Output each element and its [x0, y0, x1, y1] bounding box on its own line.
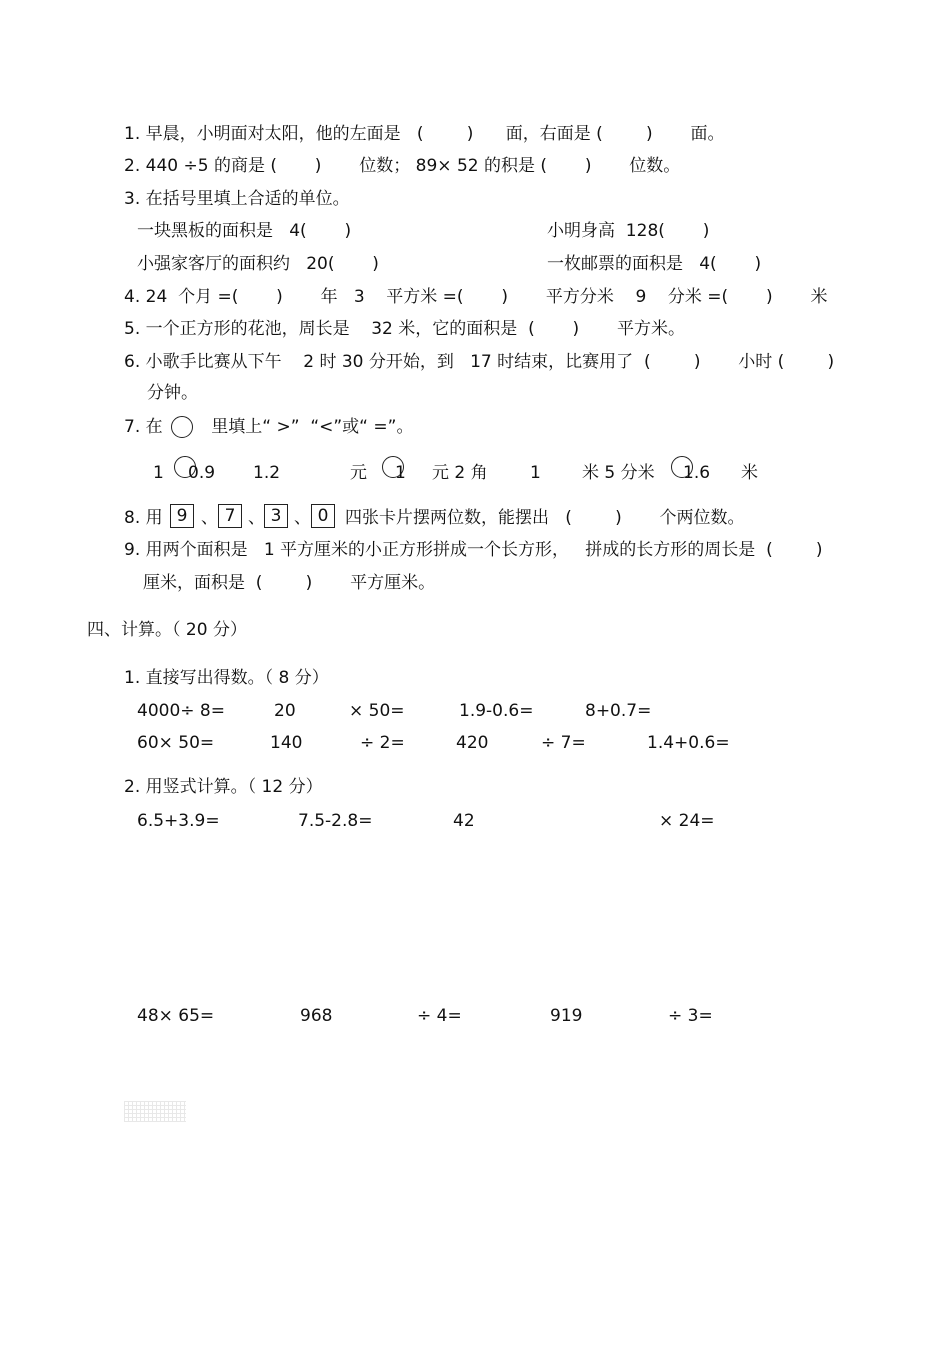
question-3-title: 3. 在括号里填上合适的单位。 [124, 189, 350, 209]
question-5: 5. 一个正方形的花池，周长是 32 米，它的面积是 ( ) 平方米。 [124, 319, 685, 339]
q7-item: 米 5 分米 [582, 463, 655, 483]
card-separator: 、 [201, 508, 218, 528]
calc-1-cell: 1.9-0.6= [459, 701, 534, 721]
q7-item: 元 [350, 463, 367, 483]
question-6-line-1: 6. 小歌手比赛从下午 2 时 30 分开始，到 17 时结束，比赛用了 ( ) 小时 ( ) [124, 352, 835, 372]
question-8-suffix: 四张卡片摆两位数，能摆出 ( ) 个两位数。 [345, 508, 745, 528]
question-3-item-d: 一枚邮票的面积是 4( ) [547, 254, 762, 274]
calc-2-title: 2. 用竖式计算。（ 12 分） [124, 777, 323, 797]
question-3-item-b: 小明身高 128( ) [547, 221, 710, 241]
section-4-title: 四、计算。（ 20 分） [87, 620, 247, 640]
digit-card: 7 [218, 504, 242, 528]
calc-1-cell: 1.4+0.6= [647, 733, 730, 753]
compare-circle-example [171, 416, 193, 438]
q7-item: 1.6 [683, 463, 711, 483]
question-9-line-1: 9. 用两个面积是 1 平方厘米的小正方形拼成一个长方形， 拼成的长方形的周长是 ( ) [124, 540, 823, 560]
card-separator: 、 [248, 508, 265, 528]
faint-grid-mark [124, 1101, 186, 1122]
calc-2-cell: 48× 65= [137, 1006, 215, 1026]
question-3-item-a: 一块黑板的面积是 4( ) [137, 221, 352, 241]
calc-2-cell: 919 [550, 1006, 583, 1026]
calc-2-cell: ÷ 3= [668, 1006, 713, 1026]
calc-2-cell: ÷ 4= [417, 1006, 462, 1026]
calc-1-cell: 420 [456, 733, 489, 753]
digit-card: 9 [170, 504, 194, 528]
question-6-line-2: 分钟。 [147, 383, 198, 403]
calc-1-cell: 8+0.7= [585, 701, 652, 721]
q7-item: 1 [153, 463, 164, 483]
digit-card: 0 [311, 504, 335, 528]
digit-card: 3 [264, 504, 288, 528]
q7-item: 元 2 角 [432, 463, 488, 483]
calc-1-cell: 140 [270, 733, 303, 753]
calc-2-cell: 968 [300, 1006, 333, 1026]
calc-1-cell: 4000÷ 8= [137, 701, 225, 721]
calc-1-cell: 20 [274, 701, 296, 721]
question-7-title: 7. 在 里填上“ >” “<”或“ =”。 [124, 417, 414, 437]
question-8-prefix: 8. 用 [124, 508, 163, 528]
q7-item: 1 [395, 463, 406, 483]
calc-2-cell: × 24= [659, 811, 715, 831]
calc-2-cell: 7.5-2.8= [298, 811, 373, 831]
question-9-line-2: 厘米，面积是 ( ) 平方厘米。 [143, 573, 436, 593]
card-separator: 、 [294, 508, 311, 528]
question-3-item-c: 小强家客厅的面积约 20( ) [137, 254, 379, 274]
q7-item: 米 [741, 463, 758, 483]
calc-1-cell: ÷ 7= [541, 733, 586, 753]
calc-2-cell: 42 [453, 811, 475, 831]
q7-item: 1 [530, 463, 541, 483]
calc-1-cell: × 50= [349, 701, 405, 721]
calc-1-title: 1. 直接写出得数。（ 8 分） [124, 668, 329, 688]
q7-item: 0.9 [188, 463, 216, 483]
calc-2-cell: 6.5+3.9= [137, 811, 220, 831]
question-2: 2. 440 ÷5 的商是 ( ) 位数； 89× 52 的积是 ( ) 位数。 [124, 156, 681, 176]
question-4: 4. 24 个月 =( ) 年 3 平方米 =( ) 平方分米 9 分米 =( ) 米 [124, 287, 828, 307]
calc-1-cell: 60× 50= [137, 733, 215, 753]
question-1: 1. 早晨，小明面对太阳，他的左面是 ( ) 面，右面是 ( ) 面。 [124, 124, 725, 144]
q7-item: 1.2 [253, 463, 281, 483]
calc-1-cell: ÷ 2= [360, 733, 405, 753]
